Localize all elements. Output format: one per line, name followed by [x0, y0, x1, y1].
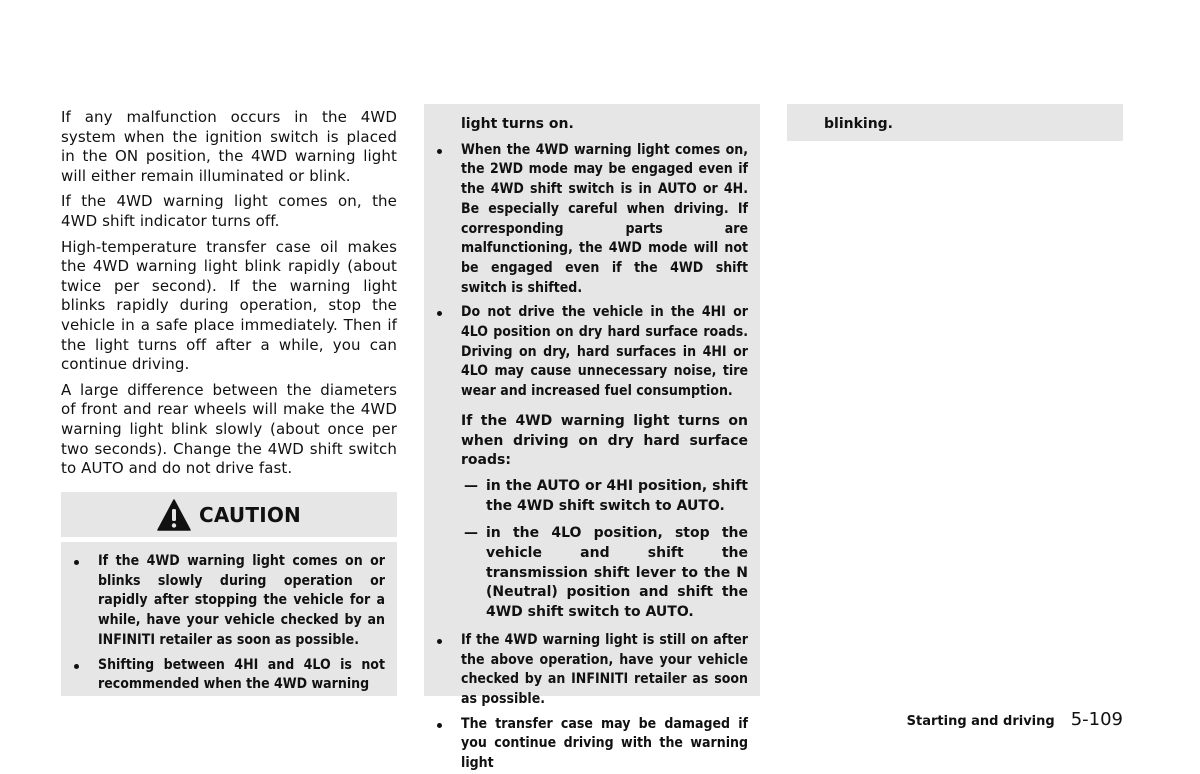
bullet-icon [74, 560, 79, 565]
list-item [424, 141, 760, 299]
caution-title: CAUTION [198, 502, 301, 527]
list-item-text: If the 4WD warning light comes on or blinks slowly during operation or rapidly after stopping the vehicle for a while, have your vehicle checked by an INFINITI retailer as soon as possible. [98, 553, 385, 648]
caution-list [424, 631, 760, 774]
dash-item [424, 477, 760, 516]
list-item [424, 303, 760, 402]
list-item-text: When the 4WD warning light comes on, the 2WD mode may be engaged even if the 4WD shift switch is in AUTO or 4H. Be especially careful when driving. If corresponding parts are malfunctioning, the 4WD mode will not be engaged even if the 4WD shift switch is shifted. [461, 141, 748, 296]
continuation-text: blinking. [824, 116, 894, 132]
paragraph: If the 4WD warning light comes on, the 4WD shift indicator turns off. [61, 192, 397, 230]
list-item-text: Shifting between 4HI and 4LO is not recommended when the 4WD warning [98, 656, 385, 693]
body-text-column [61, 108, 397, 485]
caution-box [61, 542, 397, 696]
caution-list [61, 542, 397, 695]
list-item [61, 552, 397, 651]
paragraph: High-temperature transfer case oil makes the 4WD warning light blink rapidly (about twice per second). If the warning light blinks rapidly during operation, stop the vehicle in a safe place immediately. Then if the light turns off after a while, you can continue driving. [61, 237, 397, 374]
section-title: Starting and driving [906, 714, 1055, 729]
bullet-icon [437, 639, 442, 644]
list-item [61, 656, 397, 695]
page-number: 5-109 [1070, 709, 1123, 730]
paragraph: A large difference between the diameters of front and rear wheels will make the 4WD warning light blink slowly (about once per two seconds). Change the 4WD shift switch to AUTO and do not drive fast. [61, 380, 397, 478]
page-footer [907, 709, 1123, 730]
dash-item-text: in the 4LO position, stop the vehicle and shift the transmission shift lever to the N (Neutral) position and shift the 4WD shift switch to AUTO. [486, 525, 748, 621]
continuation-text: light turns on. [461, 116, 574, 132]
dash-list [424, 477, 760, 623]
dash-item-text: in the AUTO or 4HI position, shift the 4WD shift switch to AUTO. [486, 477, 748, 514]
caution-box-end [787, 104, 1123, 141]
bullet-icon [74, 664, 79, 669]
list-item-text: If the 4WD warning light is still on after the above operation, have your vehicle checked by an INFINITI retailer as soon as possible. [461, 631, 748, 707]
warning-triangle-icon [157, 499, 191, 531]
dash-item [424, 524, 760, 623]
caution-box-continued [424, 104, 760, 772]
bullet-icon [437, 149, 442, 154]
subheading: If the 4WD warning light turns on when driving on dry hard surface roads: [461, 412, 748, 469]
list-item [424, 715, 760, 774]
list-item [424, 631, 760, 710]
list-item-text: The transfer case may be damaged if you continue driving with the warning light [461, 715, 748, 772]
bullet-icon [437, 723, 442, 728]
dash-icon: — [464, 525, 478, 542]
caution-list [424, 141, 760, 402]
list-item-text: Do not drive the vehicle in the 4HI or 4LO position on dry hard surface roads. Driving on dry, hard surfaces in 4HI or 4LO may cause unnecessary noise, tire wear and increased fuel consumption. [461, 304, 748, 400]
caution-header [61, 492, 397, 537]
paragraph: If any malfunction occurs in the 4WD system when the ignition switch is placed in the ON position, the 4WD warning light will either remain illuminated or blink. [61, 108, 397, 185]
dash-icon: — [464, 477, 478, 494]
bullet-icon [437, 311, 442, 316]
